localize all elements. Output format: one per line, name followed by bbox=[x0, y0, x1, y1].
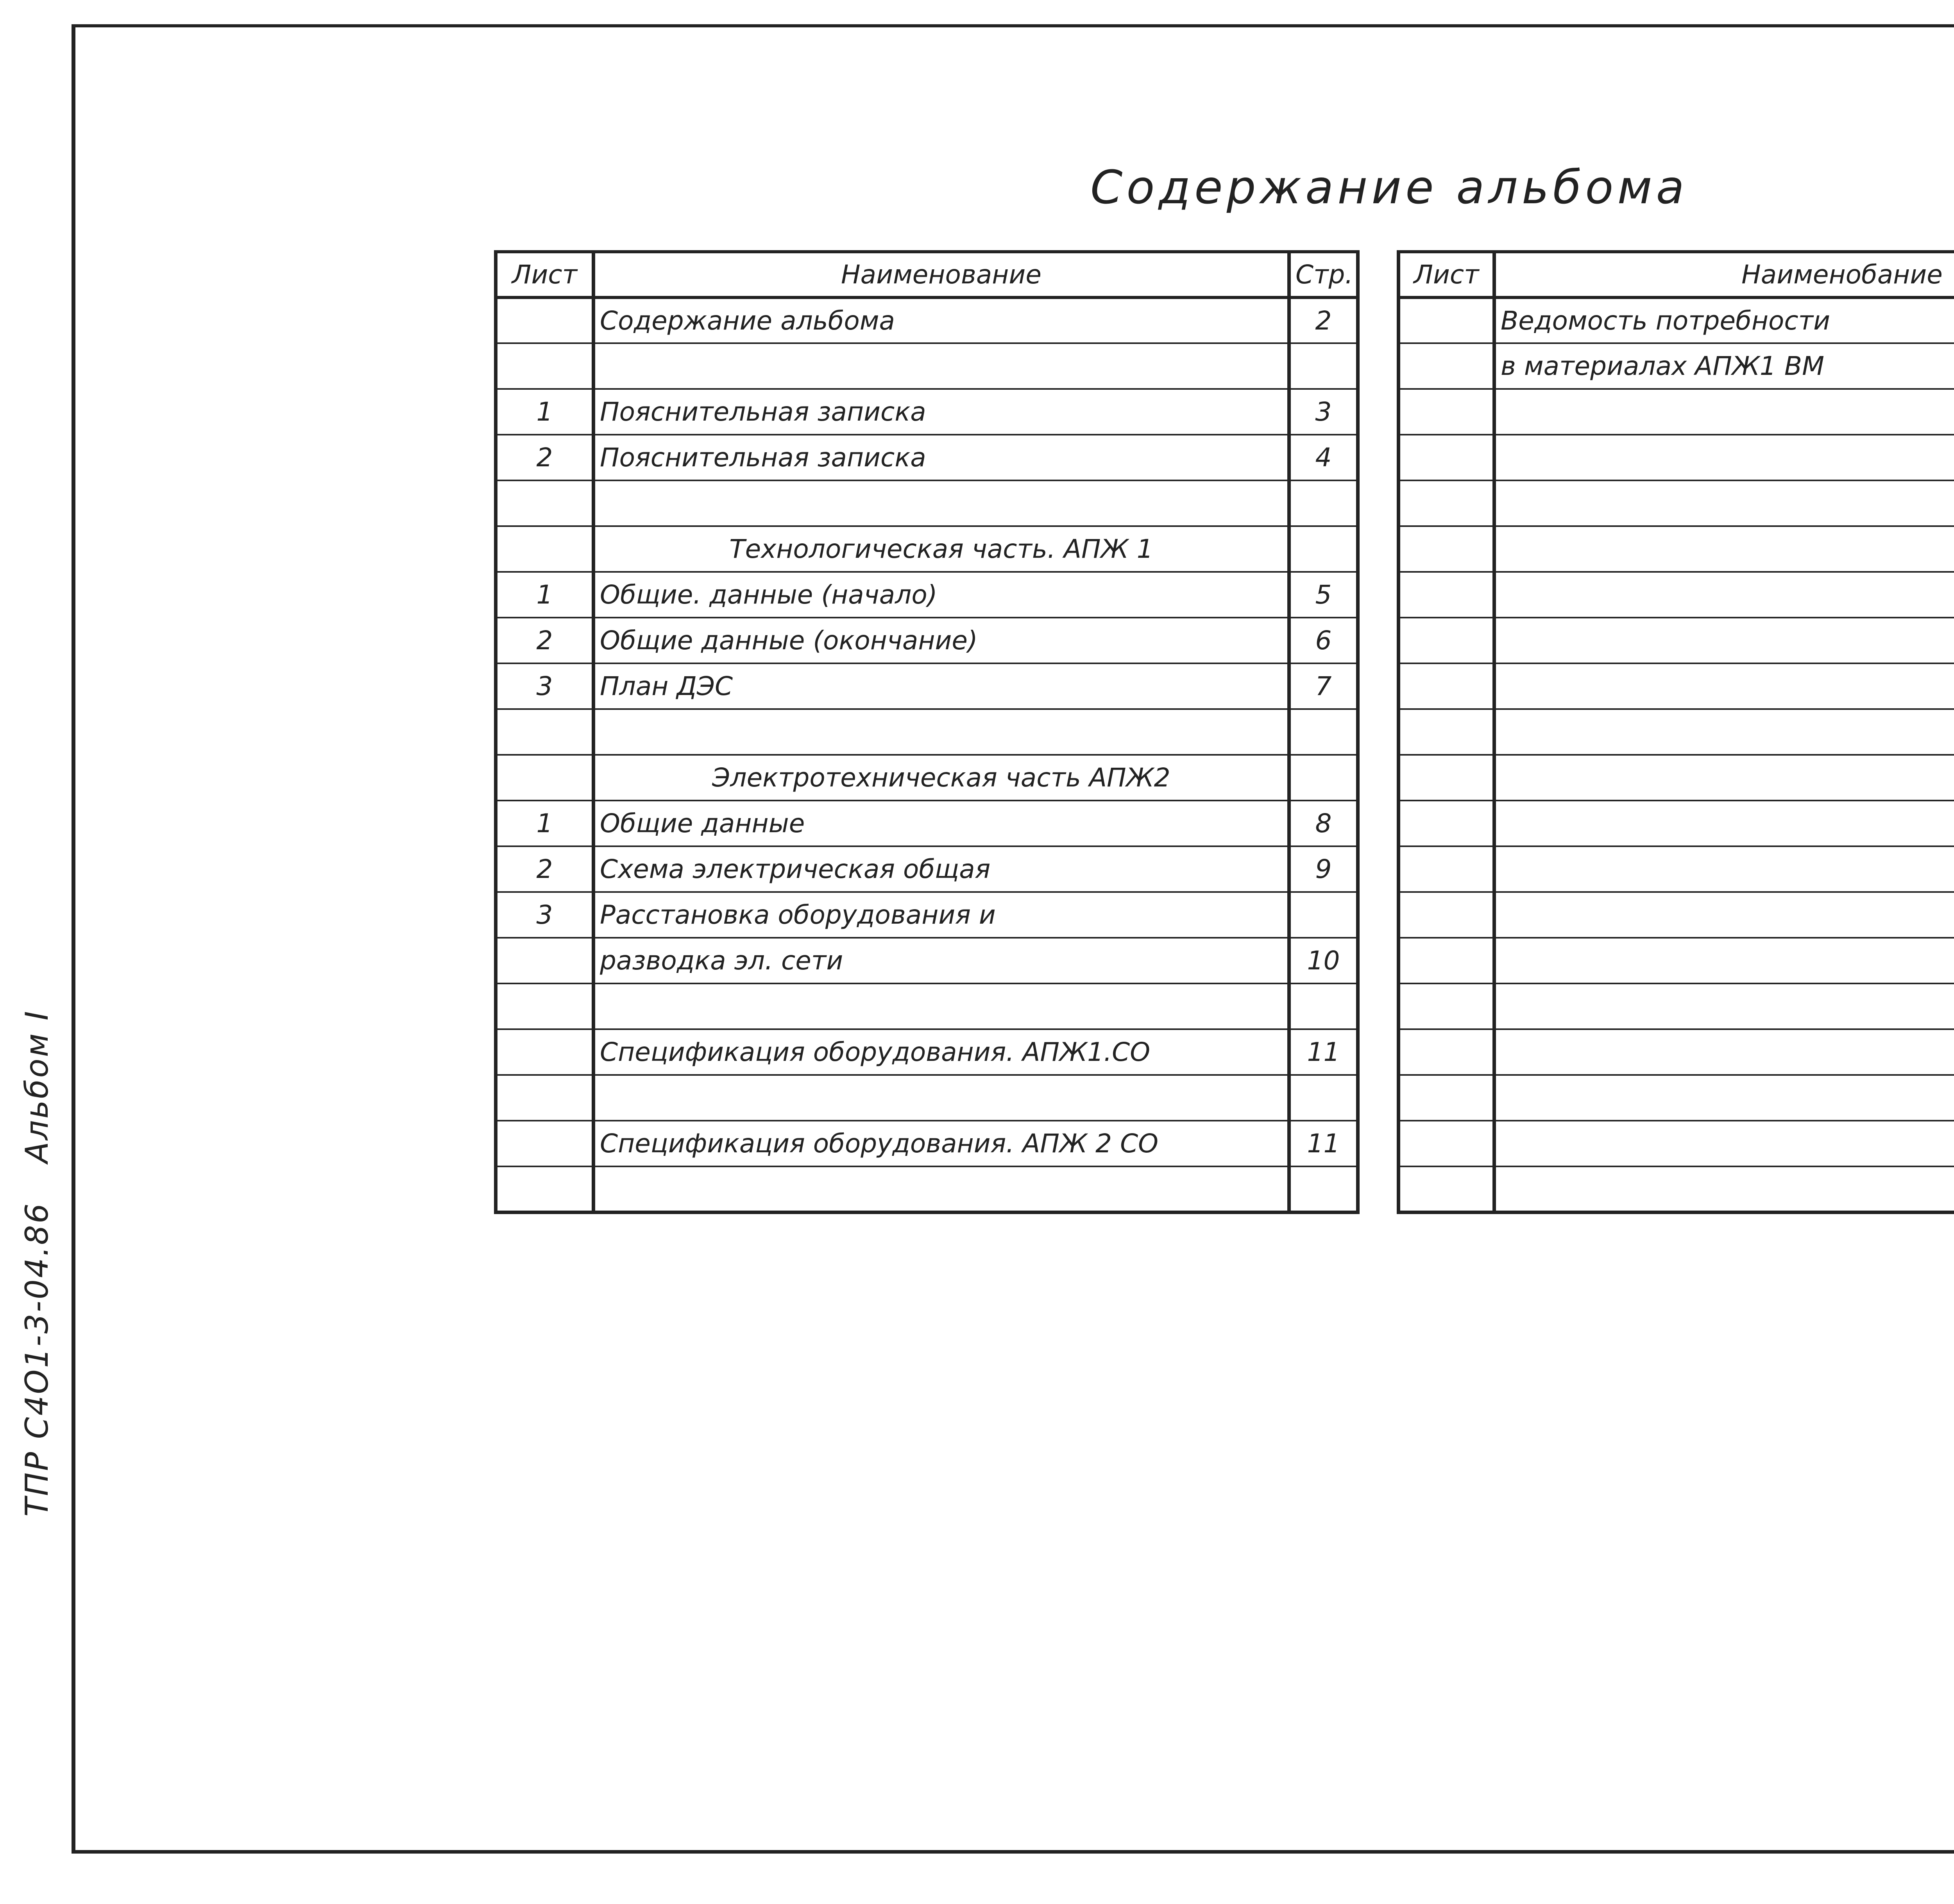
cell-name bbox=[594, 1166, 1289, 1212]
cell-sheet: 2 bbox=[496, 846, 594, 892]
cell-name bbox=[594, 343, 1289, 389]
table-row bbox=[1399, 389, 1954, 435]
table-row bbox=[1399, 801, 1954, 846]
cell-page bbox=[1289, 343, 1358, 389]
table-row bbox=[1399, 1121, 1954, 1166]
table-row bbox=[1399, 572, 1954, 618]
table-row bbox=[1399, 480, 1954, 526]
cell-page bbox=[1289, 480, 1358, 526]
cell-name: Спецификация оборудования. АПЖ 2 СО bbox=[594, 1121, 1289, 1166]
cell-name bbox=[1494, 1029, 1954, 1075]
cell-page: 3 bbox=[1289, 389, 1358, 435]
cell-name: Пояснительная записка bbox=[594, 389, 1289, 435]
cell-sheet bbox=[496, 526, 594, 572]
contents-body-right bbox=[1399, 297, 1954, 1212]
table-row bbox=[496, 983, 1358, 1029]
cell-page: 6 bbox=[1289, 618, 1358, 663]
table-row bbox=[1399, 846, 1954, 892]
table-row bbox=[1399, 1166, 1954, 1212]
cell-sheet bbox=[1399, 983, 1494, 1029]
cell-name: разводка эл. сети bbox=[594, 938, 1289, 983]
contents-table-right bbox=[1397, 250, 1954, 1214]
cell-sheet bbox=[496, 1075, 594, 1121]
cell-sheet bbox=[1399, 1121, 1494, 1166]
header-sheet: Лист bbox=[1399, 252, 1494, 297]
cell-page bbox=[1289, 892, 1358, 938]
cell-sheet: 2 bbox=[496, 435, 594, 480]
table-row bbox=[1399, 892, 1954, 938]
cell-page: 11 bbox=[1289, 1121, 1358, 1166]
cell-page bbox=[1289, 709, 1358, 755]
cell-sheet bbox=[496, 1121, 594, 1166]
table-row bbox=[496, 892, 1358, 938]
cell-name bbox=[1494, 480, 1954, 526]
header-name: Наименование bbox=[594, 252, 1289, 297]
table-header bbox=[496, 252, 1358, 297]
table-header bbox=[1399, 252, 1954, 297]
cell-name bbox=[1494, 801, 1954, 846]
cell-page: 11 bbox=[1289, 1029, 1358, 1075]
document-code: ТПР С4О1-3-04.86 bbox=[19, 1202, 55, 1517]
table-row bbox=[1399, 618, 1954, 663]
cell-sheet bbox=[496, 983, 594, 1029]
cell-sheet bbox=[496, 938, 594, 983]
table-row bbox=[496, 435, 1358, 480]
table-row bbox=[496, 801, 1358, 846]
cell-sheet: 1 bbox=[496, 572, 594, 618]
cell-sheet bbox=[1399, 1029, 1494, 1075]
table-row bbox=[496, 1029, 1358, 1075]
cell-name bbox=[1494, 1121, 1954, 1166]
cell-sheet: 3 bbox=[496, 892, 594, 938]
table-row bbox=[496, 1075, 1358, 1121]
cell-name: Ведомость потребности bbox=[1494, 297, 1954, 343]
header-name: Наименобание bbox=[1494, 252, 1954, 297]
cell-name bbox=[1494, 892, 1954, 938]
cell-page bbox=[1289, 1166, 1358, 1212]
table-row bbox=[1399, 709, 1954, 755]
cell-name: Технологическая часть. АПЖ 1 bbox=[594, 526, 1289, 572]
table-row bbox=[496, 663, 1358, 709]
cell-page: 2 bbox=[1289, 297, 1358, 343]
contents-body-left bbox=[496, 297, 1358, 1212]
cell-sheet bbox=[1399, 1166, 1494, 1212]
cell-name: Общие данные (окончание) bbox=[594, 618, 1289, 663]
table-row bbox=[496, 1121, 1358, 1166]
cell-sheet bbox=[1399, 435, 1494, 480]
cell-name bbox=[1494, 846, 1954, 892]
page-title: Содержание альбома bbox=[1090, 160, 1688, 214]
table-row bbox=[496, 297, 1358, 343]
cell-sheet bbox=[496, 755, 594, 801]
table-row bbox=[496, 618, 1358, 663]
table-row bbox=[496, 755, 1358, 801]
cell-name bbox=[594, 1075, 1289, 1121]
cell-sheet bbox=[496, 1029, 594, 1075]
cell-sheet: 1 bbox=[496, 389, 594, 435]
cell-sheet bbox=[1399, 938, 1494, 983]
table-row bbox=[496, 526, 1358, 572]
cell-sheet: 3 bbox=[496, 663, 594, 709]
cell-sheet bbox=[496, 709, 594, 755]
cell-name bbox=[1494, 1075, 1954, 1121]
table-row bbox=[1399, 755, 1954, 801]
table-row bbox=[496, 846, 1358, 892]
cell-sheet bbox=[1399, 892, 1494, 938]
table-row bbox=[496, 389, 1358, 435]
cell-name bbox=[1494, 663, 1954, 709]
cell-name: План ДЭС bbox=[594, 663, 1289, 709]
cell-name bbox=[1494, 938, 1954, 983]
cell-sheet bbox=[1399, 755, 1494, 801]
table-row bbox=[496, 572, 1358, 618]
cell-sheet bbox=[1399, 572, 1494, 618]
cell-page: 7 bbox=[1289, 663, 1358, 709]
cell-sheet bbox=[1399, 663, 1494, 709]
table-row bbox=[1399, 983, 1954, 1029]
cell-name: Спецификация оборудования. АПЖ1.СО bbox=[594, 1029, 1289, 1075]
table-row bbox=[496, 709, 1358, 755]
cell-name: Общие. данные (начало) bbox=[594, 572, 1289, 618]
cell-page bbox=[1289, 983, 1358, 1029]
cell-page: 8 bbox=[1289, 801, 1358, 846]
cell-sheet bbox=[1399, 801, 1494, 846]
table-row bbox=[1399, 526, 1954, 572]
table-row bbox=[1399, 938, 1954, 983]
table-row bbox=[1399, 663, 1954, 709]
cell-name: Электротехническая часть АПЖ2 bbox=[594, 755, 1289, 801]
cell-sheet bbox=[1399, 709, 1494, 755]
header-sheet: Лист bbox=[496, 252, 594, 297]
cell-sheet bbox=[1399, 846, 1494, 892]
cell-name: Пояснительная записка bbox=[594, 435, 1289, 480]
cell-name bbox=[594, 983, 1289, 1029]
cell-sheet bbox=[1399, 389, 1494, 435]
cell-page: 10 bbox=[1289, 938, 1358, 983]
cell-sheet bbox=[1399, 297, 1494, 343]
cell-name bbox=[1494, 572, 1954, 618]
cell-page bbox=[1289, 526, 1358, 572]
cell-page bbox=[1289, 1075, 1358, 1121]
cell-name bbox=[1494, 618, 1954, 663]
cell-name bbox=[1494, 1166, 1954, 1212]
cell-page: 5 bbox=[1289, 572, 1358, 618]
cell-name bbox=[594, 709, 1289, 755]
cell-name bbox=[1494, 389, 1954, 435]
cell-sheet: 1 bbox=[496, 801, 594, 846]
table-row bbox=[1399, 1029, 1954, 1075]
cell-sheet bbox=[1399, 480, 1494, 526]
cell-name bbox=[1494, 709, 1954, 755]
cell-page bbox=[1289, 755, 1358, 801]
cell-sheet bbox=[1399, 1075, 1494, 1121]
table-row bbox=[1399, 1075, 1954, 1121]
cell-name bbox=[1494, 435, 1954, 480]
table-row bbox=[496, 938, 1358, 983]
cell-name: Содержание альбома bbox=[594, 297, 1289, 343]
cell-name: Схема электрическая общая bbox=[594, 846, 1289, 892]
table-row bbox=[1399, 297, 1954, 343]
cell-name bbox=[1494, 755, 1954, 801]
cell-sheet bbox=[496, 480, 594, 526]
cell-name bbox=[594, 480, 1289, 526]
album-label: Альбом I bbox=[19, 1009, 55, 1163]
cell-name: Расстановка оборудования и bbox=[594, 892, 1289, 938]
table-row bbox=[496, 343, 1358, 389]
cell-sheet bbox=[496, 297, 594, 343]
cell-sheet bbox=[1399, 618, 1494, 663]
cell-sheet: 2 bbox=[496, 618, 594, 663]
cell-sheet bbox=[496, 343, 594, 389]
table-row bbox=[496, 480, 1358, 526]
cell-page: 9 bbox=[1289, 846, 1358, 892]
header-page: Стр. bbox=[1289, 252, 1358, 297]
cell-name: в материалах АПЖ1 ВМ bbox=[1494, 343, 1954, 389]
cell-page: 4 bbox=[1289, 435, 1358, 480]
table-row bbox=[496, 1166, 1358, 1212]
side-stamp bbox=[19, 982, 55, 1517]
cell-sheet bbox=[1399, 526, 1494, 572]
cell-name bbox=[1494, 526, 1954, 572]
contents-table-left bbox=[494, 250, 1360, 1214]
table-row bbox=[1399, 343, 1954, 389]
cell-sheet bbox=[1399, 343, 1494, 389]
cell-name: Общие данные bbox=[594, 801, 1289, 846]
cell-name bbox=[1494, 983, 1954, 1029]
cell-sheet bbox=[496, 1166, 594, 1212]
table-row bbox=[1399, 435, 1954, 480]
